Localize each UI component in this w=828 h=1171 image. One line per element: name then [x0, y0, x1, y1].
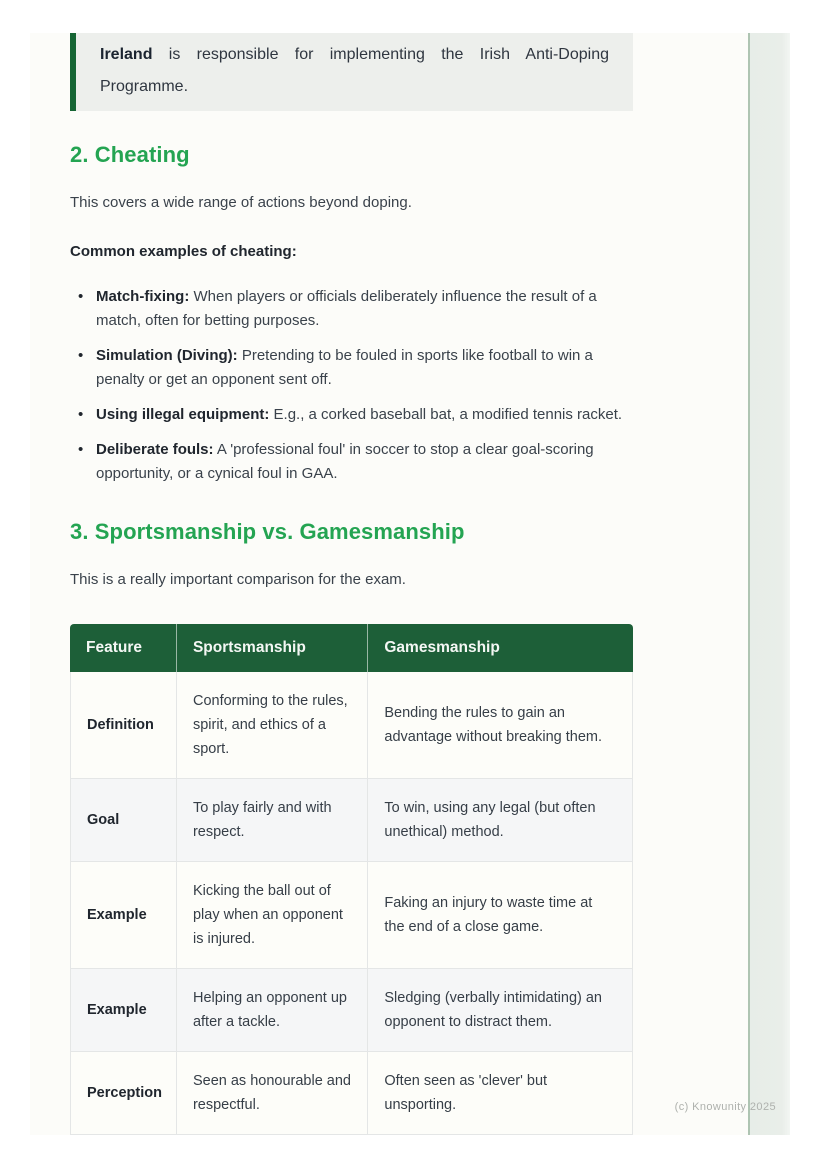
bullet-marker: •	[78, 288, 84, 305]
row-feature-label: Example	[70, 969, 177, 1052]
cheating-intro: This covers a wide range of actions beyond doping.	[70, 194, 412, 211]
table-cell: Conforming to the rules, spirit, and ethics of a sport.	[177, 672, 368, 779]
heading-sportsmanship-vs-gamesmanship: 3. Sportsmanship vs. Gamesmanship	[70, 519, 465, 544]
cheating-bullet-item	[70, 285, 633, 333]
copyright-watermark: (c) Knowunity 2025	[674, 1101, 776, 1113]
row-feature-label: Goal	[70, 779, 177, 862]
bullet-term: Simulation (Diving):	[96, 347, 238, 364]
table-cell: Faking an injury to waste time at the end of a close game.	[368, 862, 633, 969]
table-column-header: Sportsmanship	[177, 624, 368, 672]
cheating-bullet-item	[70, 438, 633, 486]
cheating-bullet-item	[70, 403, 633, 427]
row-feature-label: Example	[70, 862, 177, 969]
bullet-description: Pretending to be fouled in sports like football to win a penalty or get an opponent sent off.	[96, 347, 593, 388]
table-cell: To win, using any legal (but often unethical) method.	[368, 779, 633, 862]
comparison-intro: This is a really important comparison for the exam.	[70, 571, 406, 588]
document-content	[70, 33, 633, 1135]
table-cell: Sledging (verbally intimidating) an opponent to distract them.	[368, 969, 633, 1052]
table-row	[70, 969, 633, 1052]
bullet-description: When players or officials deliberately influence the result of a match, often for betting purposes.	[96, 288, 597, 329]
blockquote-bold-lead: Ireland	[100, 46, 153, 63]
table-cell: Kicking the ball out of play when an opponent is injured.	[177, 862, 368, 969]
bullet-term: Deliberate fouls:	[96, 441, 214, 458]
bullet-description: A 'professional foul' in soccer to stop a clear goal-scoring opportunity, or a cynical foul in GAA.	[96, 441, 594, 482]
bullet-marker: •	[78, 441, 84, 458]
blockquote	[70, 33, 633, 111]
bullet-description: E.g., a corked baseball bat, a modified tennis racket.	[269, 406, 623, 423]
bullet-marker: •	[78, 347, 84, 364]
cheating-bullet-list	[70, 285, 633, 486]
table-column-header: Gamesmanship	[368, 624, 633, 672]
table-row	[70, 672, 633, 779]
row-feature-label: Definition	[70, 672, 177, 779]
cheating-bullet-item	[70, 344, 633, 392]
blockquote-text: is responsible for implementing the Irish Anti-Doping Programme.	[100, 46, 609, 95]
bullet-marker: •	[78, 406, 84, 423]
heading-cheating: 2. Cheating	[70, 142, 190, 167]
table-row	[70, 779, 633, 862]
document-page	[30, 33, 790, 1135]
bullet-term: Match-fixing:	[96, 288, 190, 305]
bullet-term: Using illegal equipment:	[96, 406, 270, 423]
table-cell: Helping an opponent up after a tackle.	[177, 969, 368, 1052]
comparison-table	[70, 624, 633, 1135]
table-row	[70, 1052, 633, 1135]
table-cell: Often seen as 'clever' but unsporting.	[368, 1052, 633, 1135]
table-cell: Seen as honourable and respectful.	[177, 1052, 368, 1135]
row-feature-label: Perception	[70, 1052, 177, 1135]
page-edge-strip	[748, 33, 790, 1135]
table-row	[70, 862, 633, 969]
cheating-list-title: Common examples of cheating:	[70, 243, 297, 260]
table-header-row	[70, 624, 633, 672]
table-cell: Bending the rules to gain an advantage without breaking them.	[368, 672, 633, 779]
table-cell: To play fairly and with respect.	[177, 779, 368, 862]
table-column-header: Feature	[70, 624, 177, 672]
